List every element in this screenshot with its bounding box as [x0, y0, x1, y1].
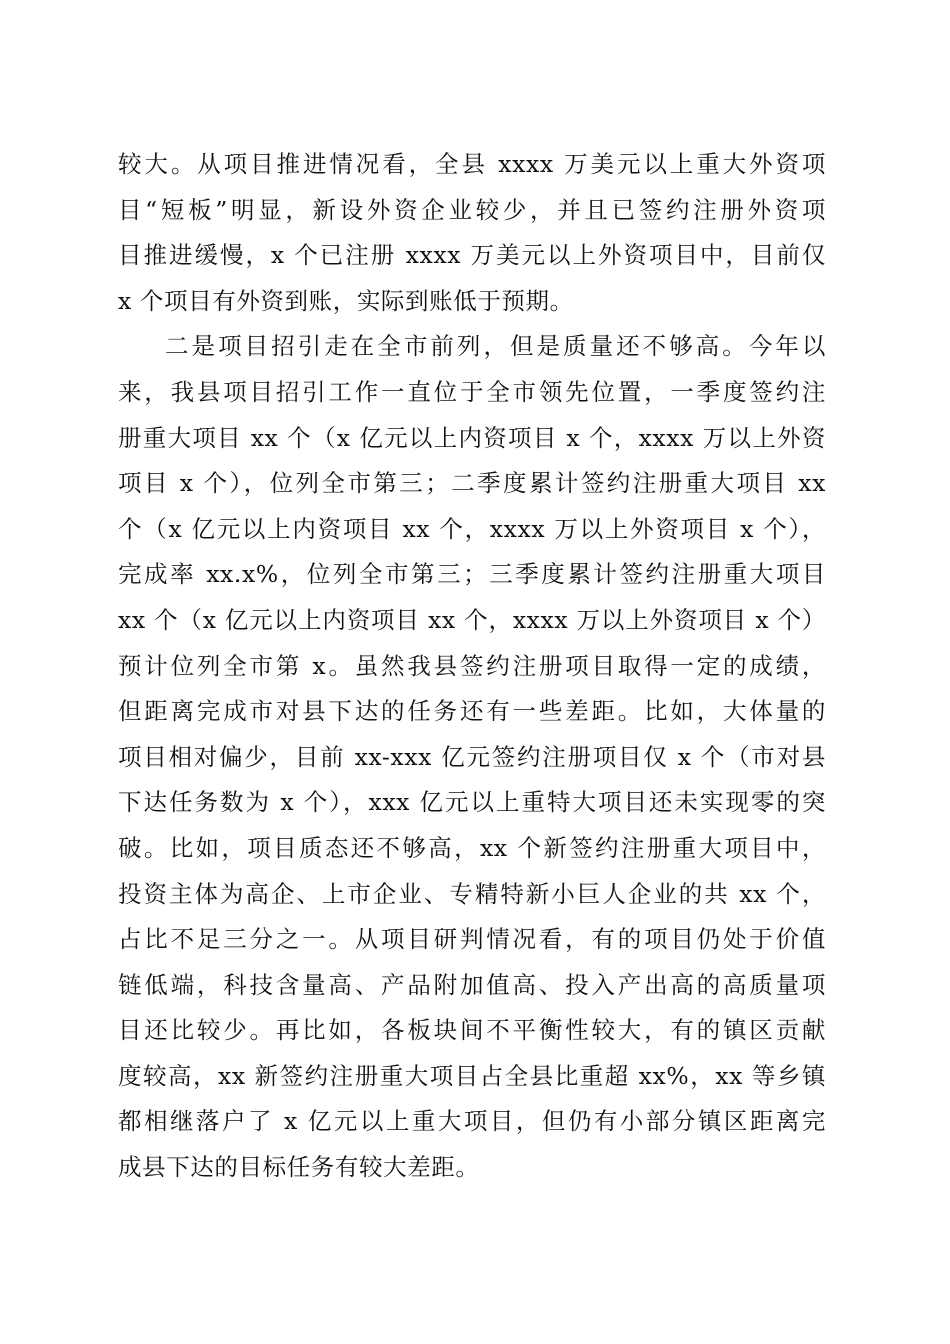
text-line: 链低端，科技含量高、产品附加值高、投入产出高的高质量项	[118, 970, 826, 999]
text-line: 占比不足三分之一。从项目研判情况看，有的项目仍处于价值	[118, 925, 826, 954]
text-line: 但距离完成市对县下达的任务还有一些差距。比如，大体量的	[118, 697, 826, 726]
text-line: 较大。从项目推进情况看，全县 xxxx 万美元以上重大外资项	[118, 150, 826, 178]
text-line: 目“短板”明显，新设外资企业较少，并且已签约注册外资项	[118, 195, 826, 224]
text-line: 项目相对偏少，目前 xx-xxx 亿元签约注册项目仅 x 个（市对县	[118, 742, 826, 771]
text-line: 来，我县项目招引工作一直位于全市领先位置，一季度签约注	[118, 377, 826, 406]
text-line: 册重大项目 xx 个（x 亿元以上内资项目 x 个，xxxx 万以上外资	[118, 423, 826, 452]
text-line: 预计位列全市第 x。虽然我县签约注册项目取得一定的成绩，	[118, 651, 826, 680]
text-line: 度较高，xx 新签约注册重大项目占全县比重超 xx%，xx 等乡镇	[118, 1061, 826, 1090]
paragraph-2	[118, 324, 826, 1190]
text-line: 都相继落户了 x 亿元以上重大项目，但仍有小部分镇区距离完	[118, 1107, 826, 1136]
text-line: 二是项目招引走在全市前列，但是质量还不够高。今年以	[165, 332, 826, 361]
text-line: 项目 x 个），位列全市第三；二季度累计签约注册重大项目 xx	[118, 469, 826, 498]
text-line: 投资主体为高企、上市企业、专精特新小巨人企业的共 xx 个，	[118, 879, 826, 908]
text-line: xx 个（x 亿元以上内资项目 xx 个，xxxx 万以上外资项目 x 个）	[118, 605, 826, 634]
text-line: 成县下达的目标任务有较大差距。	[118, 1153, 480, 1182]
text-line: 下达任务数为 x 个），xxx 亿元以上重特大项目还未实现零的突	[118, 788, 826, 817]
text-line: 目还比较少。再比如，各板块间不平衡性较大，有的镇区贡献	[118, 1016, 826, 1045]
text-line: 个（x 亿元以上内资项目 xx 个，xxxx 万以上外资项目 x 个），	[118, 514, 826, 543]
document-body	[118, 142, 826, 1191]
text-line: 目推进缓慢，x 个已注册 xxxx 万美元以上外资项目中，目前仅	[118, 241, 826, 270]
text-line: x 个项目有外资到账，实际到账低于预期。	[118, 286, 574, 315]
paragraph-1	[118, 142, 826, 324]
text-line: 完成率 xx.x%，位列全市第三；三季度累计签约注册重大项目	[118, 560, 826, 589]
text-line: 破。比如，项目质态还不够高，xx 个新签约注册重大项目中，	[118, 833, 826, 862]
